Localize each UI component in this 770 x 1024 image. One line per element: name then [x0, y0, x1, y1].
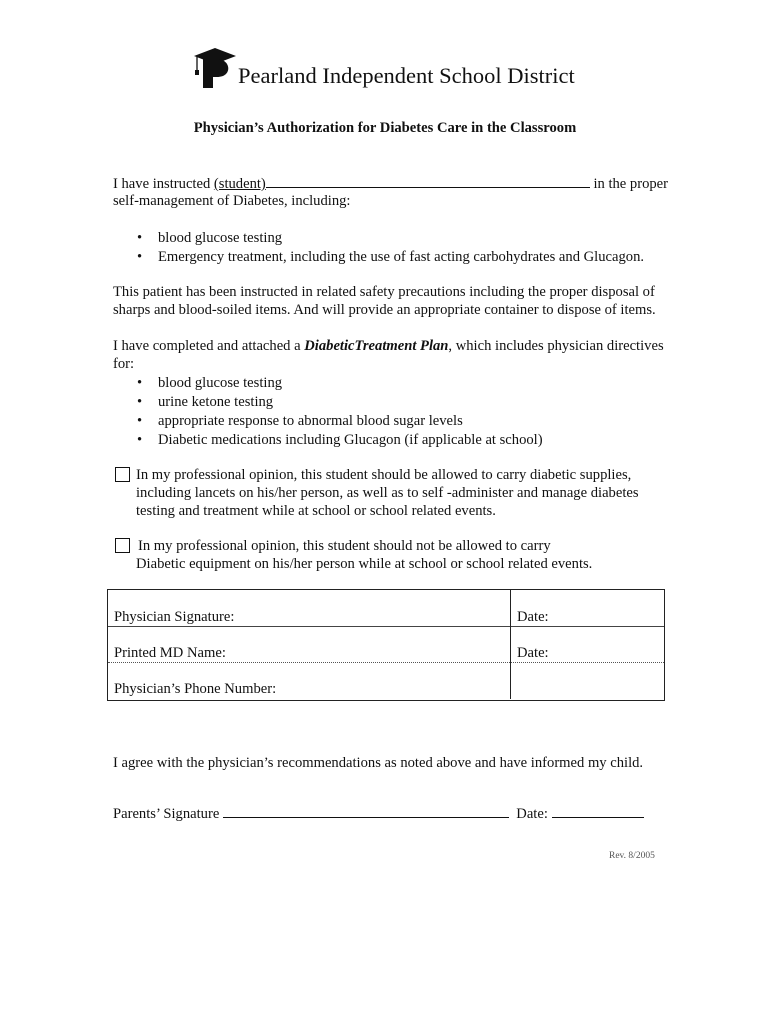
plan-list: [113, 374, 543, 450]
date-label: Date:: [517, 609, 549, 625]
signature-date-field[interactable]: [511, 590, 664, 626]
plan-line-2: for:: [113, 356, 135, 372]
allow-carry-checkbox[interactable]: [115, 467, 130, 482]
student-name-field[interactable]: [266, 174, 590, 188]
parent-agreement: I agree with the physician’s recommendations as noted above and have informed my child.: [113, 755, 644, 771]
table-row: [108, 626, 664, 663]
printed-name-label: Printed MD Name:: [114, 645, 226, 661]
physician-signature-field[interactable]: [108, 590, 511, 626]
plan-suffix: , which includes physician directives: [448, 338, 664, 354]
district-name: Pearland Independent School District: [238, 63, 575, 88]
parent-signature-line: [113, 804, 644, 823]
printed-name-date-field[interactable]: [511, 626, 664, 662]
date-label: Date:: [517, 645, 549, 661]
plan-name: DiabeticTreatment Plan: [304, 338, 449, 354]
intro-line-1: [113, 174, 668, 193]
form-title: Physician’s Authorization for Diabetes Care in the Classroom: [193, 120, 577, 136]
list-item: • Diabetic medications including Glucagon (if applicable at school): [113, 431, 543, 450]
intro-list: [113, 229, 644, 267]
intro-suffix: in the proper: [589, 176, 669, 192]
table-row: [108, 662, 664, 698]
safety-line-2: sharps and blood-soiled items. And will provide an appropriate container to dispose of items.: [113, 302, 656, 318]
revision-note: Rev. 8/2005: [609, 851, 655, 861]
intro-prefix: I have instructed: [113, 176, 214, 192]
parent-date-label: Date:: [516, 806, 548, 822]
disallow-carry-checkbox[interactable]: [115, 538, 130, 553]
list-item: • Emergency treatment, including the use of fast acting carbohydrates and Glucagon.: [113, 248, 644, 267]
plan-line-1: [113, 337, 664, 355]
district-logo-icon: [191, 45, 237, 89]
allow-line-3: testing and treatment while at school or school related events.: [136, 503, 496, 519]
parent-signature-field[interactable]: [223, 804, 509, 818]
student-placeholder: (student): [213, 176, 266, 192]
parent-date-field[interactable]: [552, 804, 644, 818]
list-item: • blood glucose testing: [113, 229, 644, 248]
phone-number-field[interactable]: [108, 662, 511, 699]
printed-name-field[interactable]: [108, 626, 511, 662]
table-row: [108, 590, 664, 627]
plan-prefix: I have completed and attached a: [113, 338, 305, 354]
safety-line-1: This patient has been instructed in related safety precautions including the proper disposal of: [113, 284, 655, 300]
disallow-line-1: In my professional opinion, this student should not be allowed to carry: [138, 538, 551, 554]
disallow-line-2: Diabetic equipment on his/her person while at school or school related events.: [136, 556, 593, 572]
list-item: • appropriate response to abnormal blood sugar levels: [113, 412, 543, 431]
list-item: • blood glucose testing: [113, 374, 543, 393]
parent-signature-label: Parents’ Signature: [113, 806, 220, 822]
blank-cell: [511, 662, 664, 699]
physician-signature-table: [107, 589, 665, 701]
allow-line-2: including lancets on his/her person, as well as to self -administer and manage diabetes: [136, 485, 639, 501]
list-item: • urine ketone testing: [113, 393, 543, 412]
allow-line-1: In my professional opinion, this student should be allowed to carry diabetic supplies,: [136, 467, 632, 483]
intro-line-2: self-management of Diabetes, including:: [113, 193, 351, 209]
phone-number-label: Physician’s Phone Number:: [114, 681, 277, 697]
physician-signature-label: Physician Signature:: [114, 609, 235, 625]
